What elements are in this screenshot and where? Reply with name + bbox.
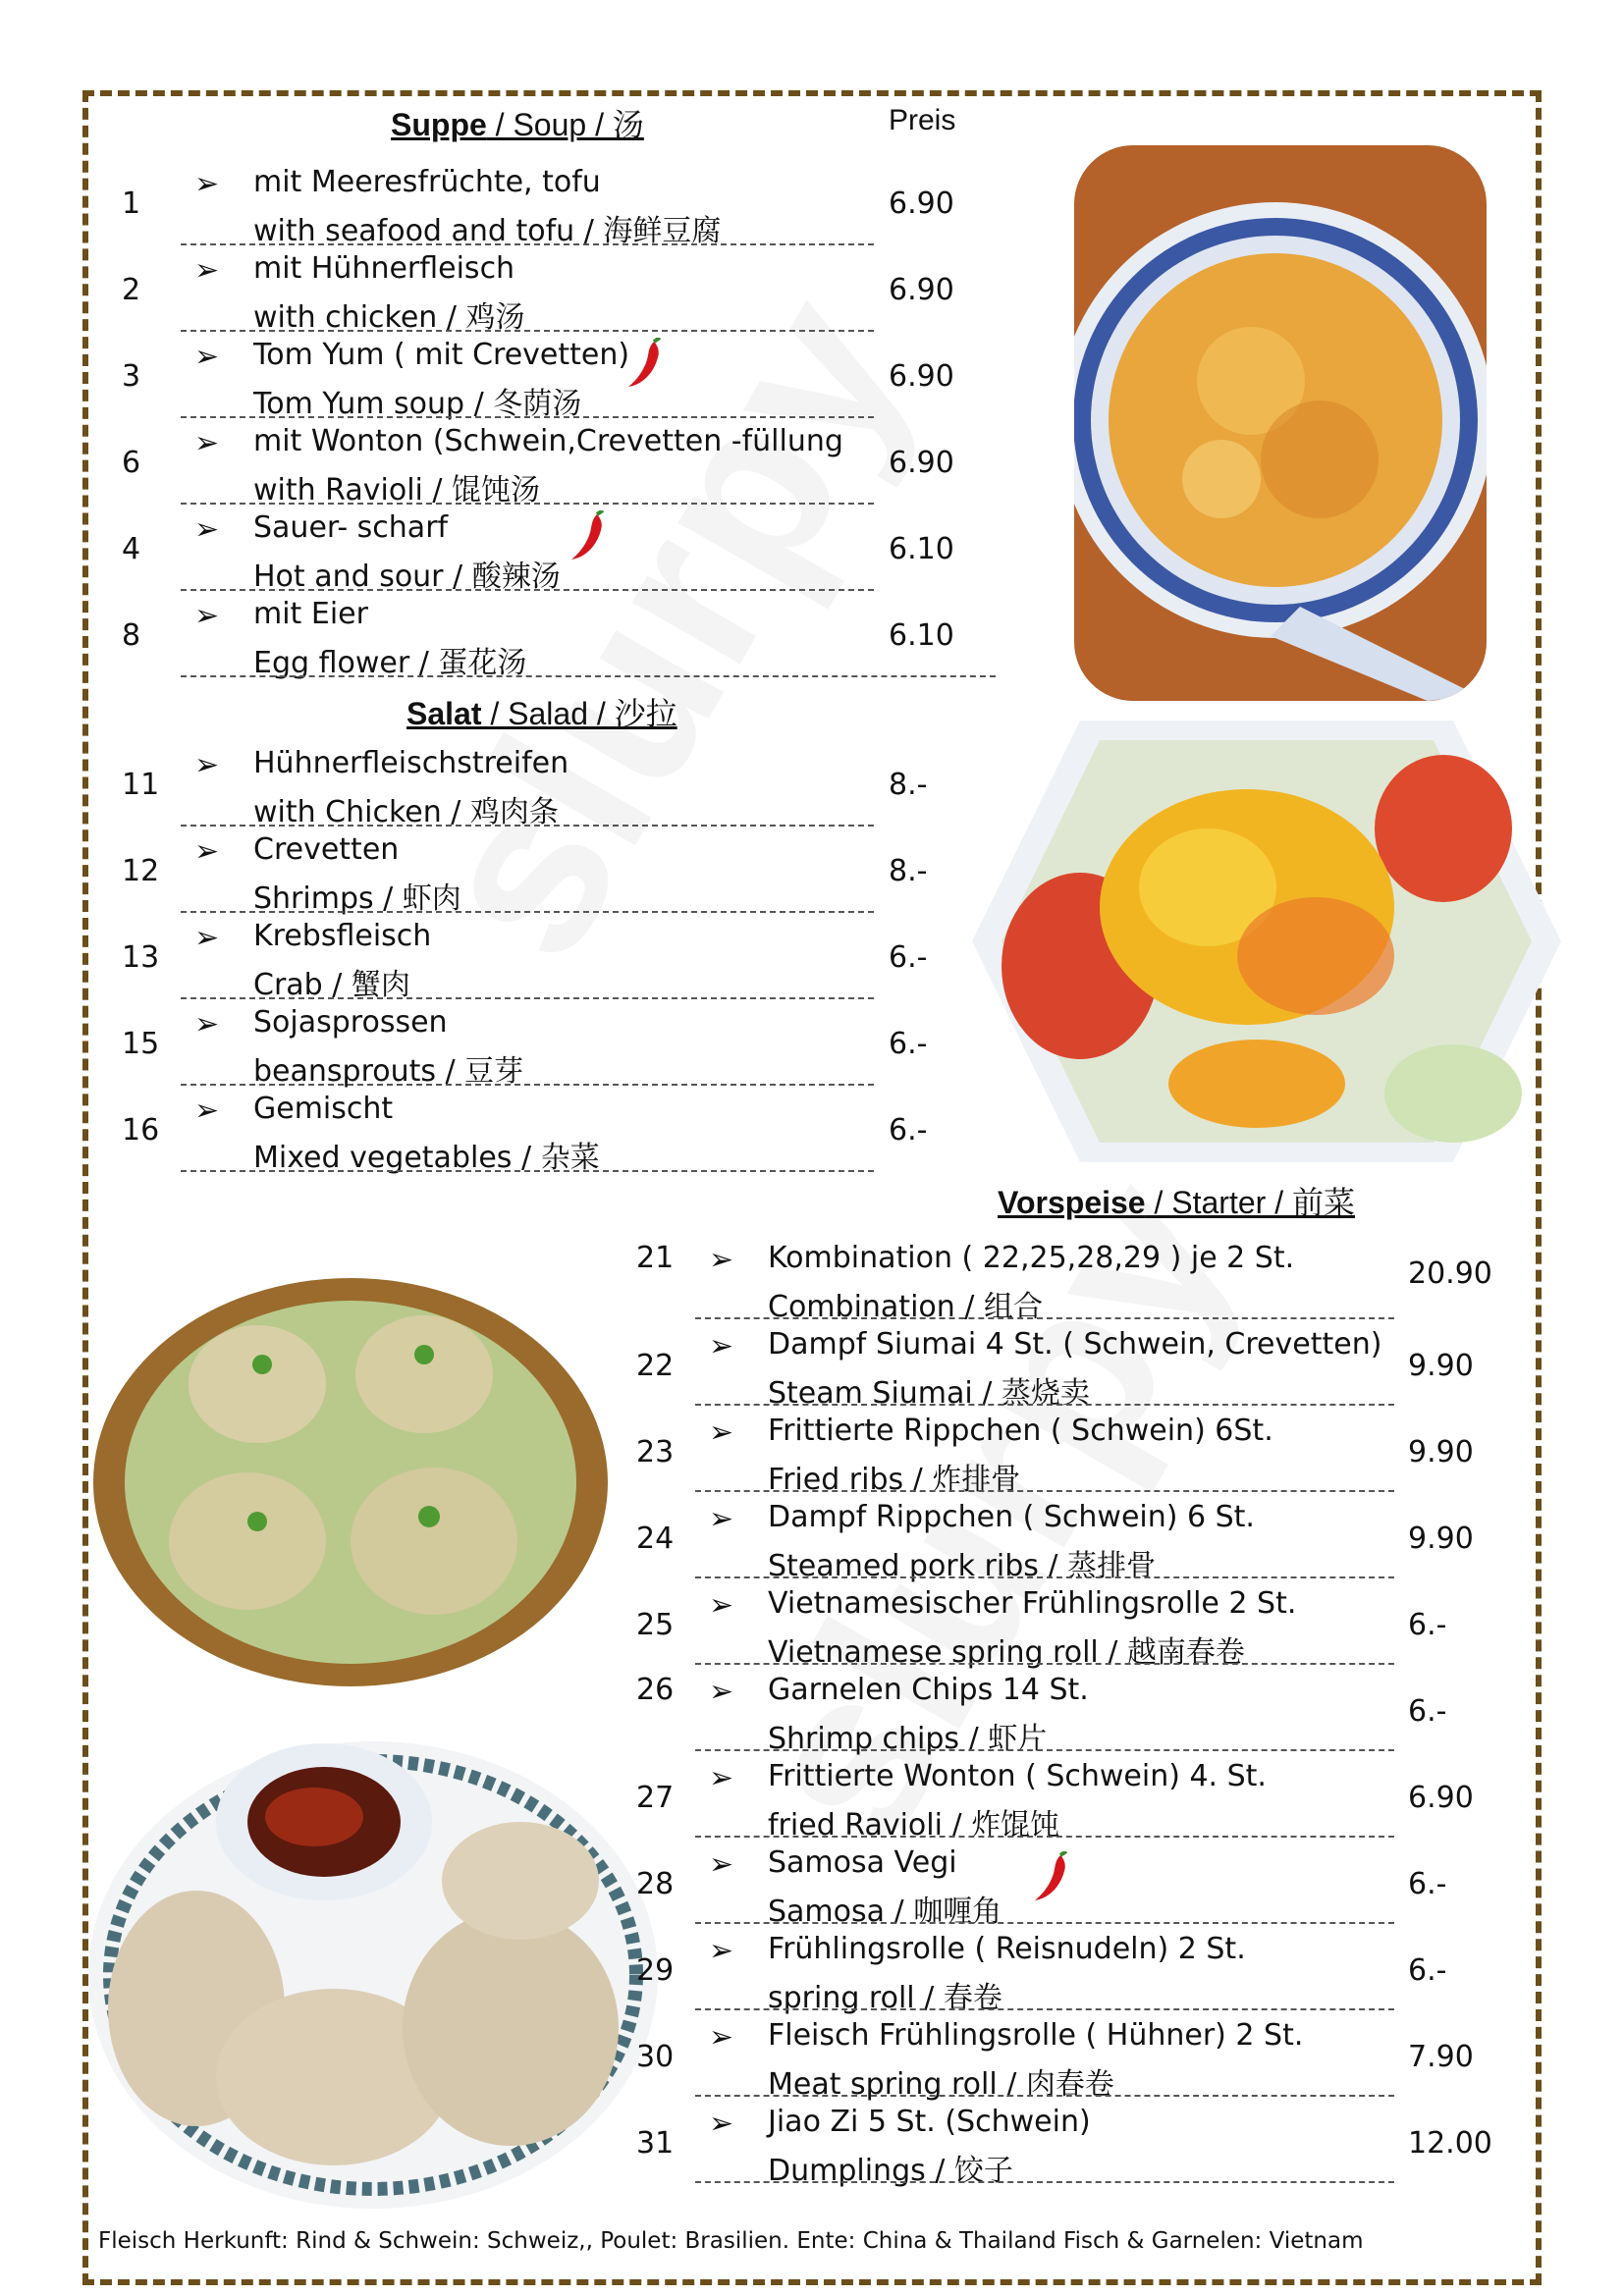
item-number: 28	[636, 1867, 675, 1901]
row-divider	[695, 1922, 1394, 1924]
item-name-en: Vietnamese spring roll / 越南春卷	[768, 1635, 1245, 1670]
salad-title-rest: / Salad / 沙拉	[481, 696, 677, 731]
row-divider	[181, 1084, 874, 1086]
item-name-en: Shrimps / 虾肉	[253, 881, 461, 916]
item-name-en: Hot and sour / 酸辣汤	[253, 560, 561, 594]
item-number: 31	[636, 2126, 675, 2161]
item-name-en: Mixed vegetables / 杂菜	[253, 1141, 600, 1175]
item-name-en: Samosa / 咖喱角	[768, 1895, 1002, 1929]
salad-title-de: Salat	[406, 696, 482, 731]
row-divider	[695, 1836, 1394, 1838]
arrow-icon: ➢	[194, 167, 220, 201]
item-price: 6.-	[889, 940, 928, 975]
item-number: 3	[122, 359, 141, 394]
arrow-icon: ➢	[709, 1588, 734, 1623]
item-price: 6.90	[1408, 1781, 1474, 1815]
item-number: 29	[636, 1953, 675, 1988]
row-divider	[181, 911, 874, 913]
item-name-en: with chicken / 鸡汤	[253, 300, 525, 335]
item-number: 21	[636, 1241, 675, 1275]
arrow-icon: ➢	[709, 1934, 734, 1968]
row-divider	[181, 997, 874, 999]
item-price: 6.-	[1408, 1953, 1447, 1988]
item-name-de: Sauer- scharf	[253, 510, 449, 545]
item-name-en: Steamed pork ribs / 蒸排骨	[768, 1549, 1157, 1583]
row-divider	[181, 416, 874, 418]
item-number: 16	[122, 1113, 160, 1148]
item-price: 6.10	[889, 618, 954, 653]
item-number: 27	[636, 1781, 675, 1815]
item-name-en: Meat spring roll / 肉春卷	[768, 2067, 1114, 2102]
item-number: 12	[122, 854, 160, 888]
item-price: 6.-	[889, 1027, 928, 1061]
soup-title-rest: / Soup / 汤	[486, 107, 644, 142]
item-number: 8	[122, 618, 141, 653]
item-name-de: Frittierte Wonton ( Schwein) 4. St.	[768, 1759, 1267, 1793]
starter-title-de: Vorspeise	[998, 1185, 1146, 1220]
siumai-photo	[90, 1276, 611, 1688]
item-price: 20.90	[1408, 1256, 1492, 1291]
item-name-en: Shrimp chips / 虾片	[768, 1722, 1048, 1756]
item-price: 6.-	[1408, 1867, 1447, 1901]
item-price: 6.90	[889, 273, 954, 307]
item-name-en: with Ravioli / 馄饨汤	[253, 473, 541, 507]
arrow-icon: ➢	[709, 2020, 734, 2055]
meat-origin-footer: Fleisch Herkunft: Rind & Schwein: Schweiz,, Poulet: Brasilien. Ente: China & Thailand Fisch & Garnelen: Vietnam	[98, 2228, 1364, 2254]
item-price: 6.90	[889, 446, 954, 480]
item-name-de: Jiao Zi 5 St. (Schwein)	[768, 2105, 1091, 2139]
dumplings-photo	[88, 1734, 658, 2211]
item-name-en: Combination / 组合	[768, 1290, 1043, 1324]
item-number: 1	[122, 187, 141, 221]
arrow-icon: ➢	[709, 1243, 734, 1277]
item-price: 6.90	[889, 187, 954, 221]
row-divider	[695, 2008, 1394, 2010]
arrow-icon: ➢	[709, 1761, 734, 1795]
item-name-de: Hühnerfleischstreifen	[253, 746, 569, 780]
item-name-de: Dampf Rippchen ( Schwein) 6 St.	[768, 1500, 1255, 1534]
item-name-en: Crab / 蟹肉	[253, 968, 410, 1002]
arrow-icon: ➢	[709, 1502, 734, 1536]
arrow-icon: ➢	[194, 426, 220, 460]
row-divider	[695, 1490, 1394, 1492]
row-divider	[181, 589, 874, 591]
arrow-icon: ➢	[194, 340, 220, 374]
item-name-en: with seafood and tofu / 海鲜豆腐	[253, 214, 722, 248]
arrow-icon: ➢	[194, 599, 220, 633]
item-number: 13	[122, 940, 160, 975]
arrow-icon: ➢	[194, 1007, 220, 1041]
arrow-icon: ➢	[194, 512, 220, 547]
item-name-de: Sojasprossen	[253, 1005, 448, 1040]
item-name-de: Samosa Vegi	[768, 1845, 957, 1880]
item-price: 6.-	[1408, 1694, 1447, 1729]
item-price: 9.90	[1408, 1522, 1474, 1556]
item-number: 11	[122, 768, 160, 802]
row-divider	[181, 675, 996, 677]
item-number: 15	[122, 1027, 160, 1061]
arrow-icon: ➢	[194, 834, 220, 869]
soup-section-title	[391, 100, 644, 145]
item-number: 22	[636, 1349, 675, 1383]
item-name-de: mit Eier	[253, 597, 368, 631]
item-price: 9.90	[1408, 1349, 1474, 1383]
arrow-icon: ➢	[194, 921, 220, 955]
row-divider	[695, 1749, 1394, 1751]
item-name-de: Kombination ( 22,25,28,29 ) je 2 St.	[768, 1241, 1295, 1275]
arrow-icon: ➢	[709, 1329, 734, 1363]
item-number: 4	[122, 532, 141, 566]
item-number: 30	[636, 2040, 675, 2074]
item-price: 8.-	[889, 854, 928, 888]
item-name-en: spring roll / 春卷	[768, 1981, 1002, 2015]
row-divider	[181, 503, 874, 505]
arrow-icon: ➢	[709, 1675, 734, 1709]
item-name-en: Steam Siumai / 蒸烧卖	[768, 1376, 1090, 1411]
row-divider	[695, 1576, 1394, 1578]
arrow-icon: ➢	[709, 1415, 734, 1450]
starter-section-title	[998, 1178, 1355, 1223]
item-number: 25	[636, 1608, 675, 1642]
item-name-en: Egg flower / 蛋花汤	[253, 646, 527, 680]
item-number: 24	[636, 1522, 675, 1556]
item-price: 7.90	[1408, 2040, 1474, 2074]
item-name-en: Fried ribs / 炸排骨	[768, 1463, 1021, 1497]
price-header: Preis	[889, 104, 956, 136]
item-name-de: Krebsfleisch	[253, 919, 432, 953]
item-number: 26	[636, 1673, 675, 1707]
row-divider	[695, 2095, 1394, 2097]
row-divider	[695, 1404, 1394, 1406]
chili-icon	[624, 338, 668, 391]
item-name-de: Frühlingsrolle ( Reisnudeln) 2 St.	[768, 1932, 1246, 1966]
item-price: 6.10	[889, 532, 954, 566]
item-name-de: Gemischt	[253, 1092, 394, 1126]
item-name-de: Dampf Siumai 4 St. ( Schwein, Crevetten)	[768, 1327, 1382, 1362]
item-number: 2	[122, 273, 141, 307]
item-price: 9.90	[1408, 1435, 1474, 1469]
item-price: 6.-	[1408, 1608, 1447, 1642]
chili-icon	[568, 510, 611, 563]
row-divider	[695, 1663, 1394, 1665]
row-divider	[181, 243, 874, 245]
item-price: 6.90	[889, 359, 954, 394]
item-name-en: with Chicken / 鸡肉条	[253, 795, 559, 829]
arrow-icon: ➢	[194, 1094, 220, 1128]
item-price: 8.-	[889, 768, 928, 802]
item-name-de: Tom Yum ( mit Crevetten)	[253, 338, 630, 372]
item-price: 12.00	[1408, 2126, 1492, 2161]
row-divider	[181, 330, 874, 332]
item-name-de: Vietnamesischer Frühlingsrolle 2 St.	[768, 1586, 1297, 1621]
soup-title-de: Suppe	[391, 107, 487, 142]
arrow-icon: ➢	[194, 253, 220, 288]
item-name-de: mit Meeresfrüchte, tofu	[253, 165, 601, 199]
item-name-en: Tom Yum soup / 冬荫汤	[253, 387, 582, 421]
row-divider	[181, 825, 874, 827]
arrow-icon: ➢	[709, 2107, 734, 2141]
item-name-de: Crevetten	[253, 832, 400, 867]
row-divider	[695, 2181, 1394, 2183]
arrow-icon: ➢	[709, 1847, 734, 1882]
chili-icon	[1031, 1851, 1074, 1904]
salad-photo	[972, 721, 1561, 1162]
arrow-icon: ➢	[194, 748, 220, 782]
item-name-en: beansprouts / 豆芽	[253, 1054, 524, 1089]
item-name-de: mit Wonton (Schwein,Crevetten -füllung	[253, 424, 843, 458]
item-name-de: Fleisch Frühlingsrolle ( Hühner) 2 St.	[768, 2018, 1304, 2053]
item-name-de: Frittierte Rippchen ( Schwein) 6St.	[768, 1414, 1273, 1448]
item-name-de: mit Hühnerfleisch	[253, 251, 515, 286]
salad-section-title	[406, 689, 677, 734]
item-name-en: fried Ravioli / 炸馄饨	[768, 1808, 1060, 1842]
soup-photo	[1074, 145, 1487, 701]
item-name-de: Garnelen Chips 14 St.	[768, 1673, 1089, 1707]
row-divider	[695, 1317, 1394, 1319]
item-number: 23	[636, 1435, 675, 1469]
item-name-en: Dumplings / 饺子	[768, 2154, 1013, 2188]
item-number: 6	[122, 446, 141, 480]
row-divider	[181, 1170, 874, 1172]
starter-title-rest: / Starter / 前菜	[1145, 1185, 1355, 1220]
item-price: 6.-	[889, 1113, 928, 1148]
